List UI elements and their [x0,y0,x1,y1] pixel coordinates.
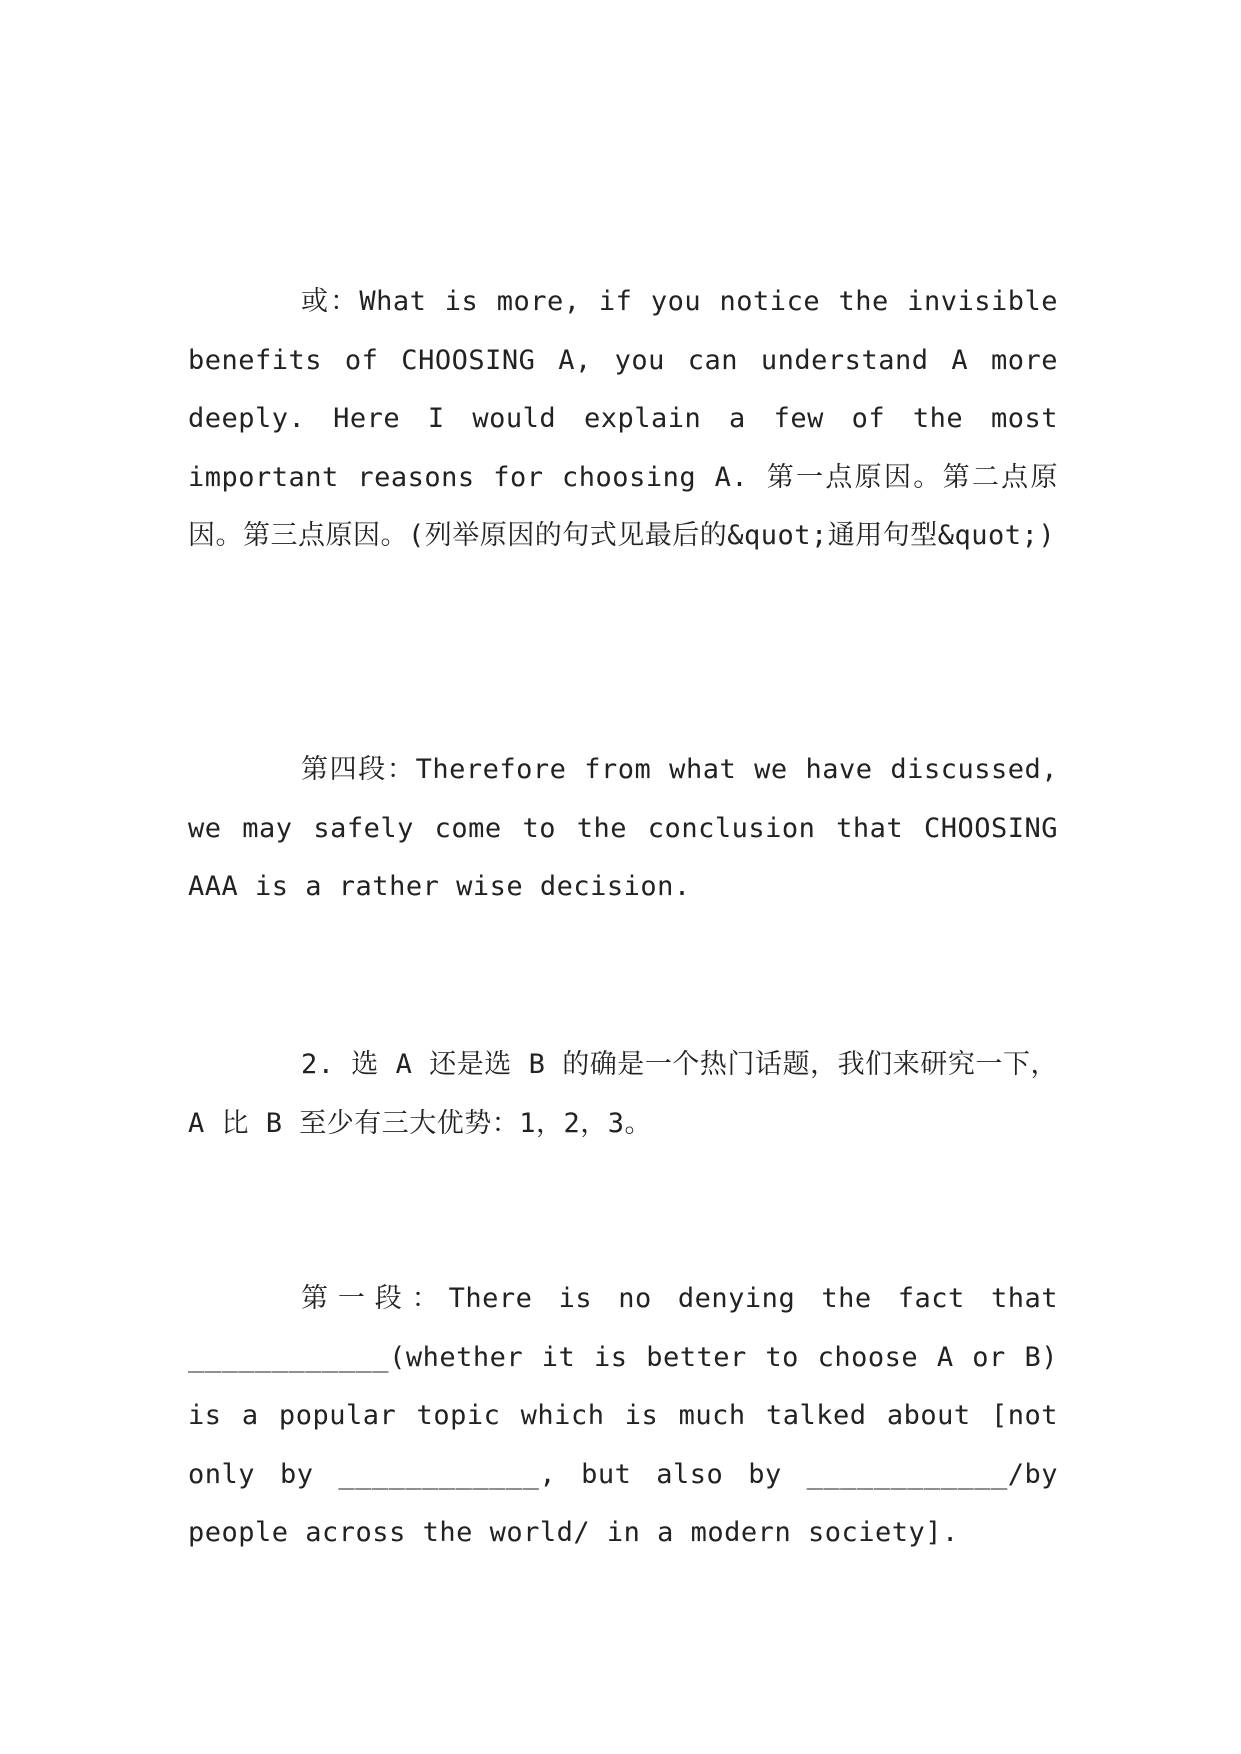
paragraph-section-2-intro: 2. 选 A 还是选 B 的确是一个热门话题，我们来研究一下，A 比 B 至少有三大优势：1，2，3。 [188,1049,1058,1139]
paragraph-fourth-section: 第四段：Therefore from what we have discussed, we may safely come to the conclusion that CHOOSING AAA is a rather wise decision. [188,754,1058,902]
paragraph-first-section: 第一段：There is no denying the fact that ____________(whether it is better to choose A or B) is a popular topic which is much talked about [not only by ____________, but also by ____________/by people across the world/ in a modern society]. [188,1283,1058,1548]
paragraph-alternative-reasons: 或：What is more, if you notice the invisible benefits of CHOOSING A, you can understand A more deeply. Here I would explain a few of the most important reasons for choosing A. 第一点原因。第二点原因。第三点原因。(列举原因的句式见最后的&quot;通用句型&quot;) [188,286,1058,551]
